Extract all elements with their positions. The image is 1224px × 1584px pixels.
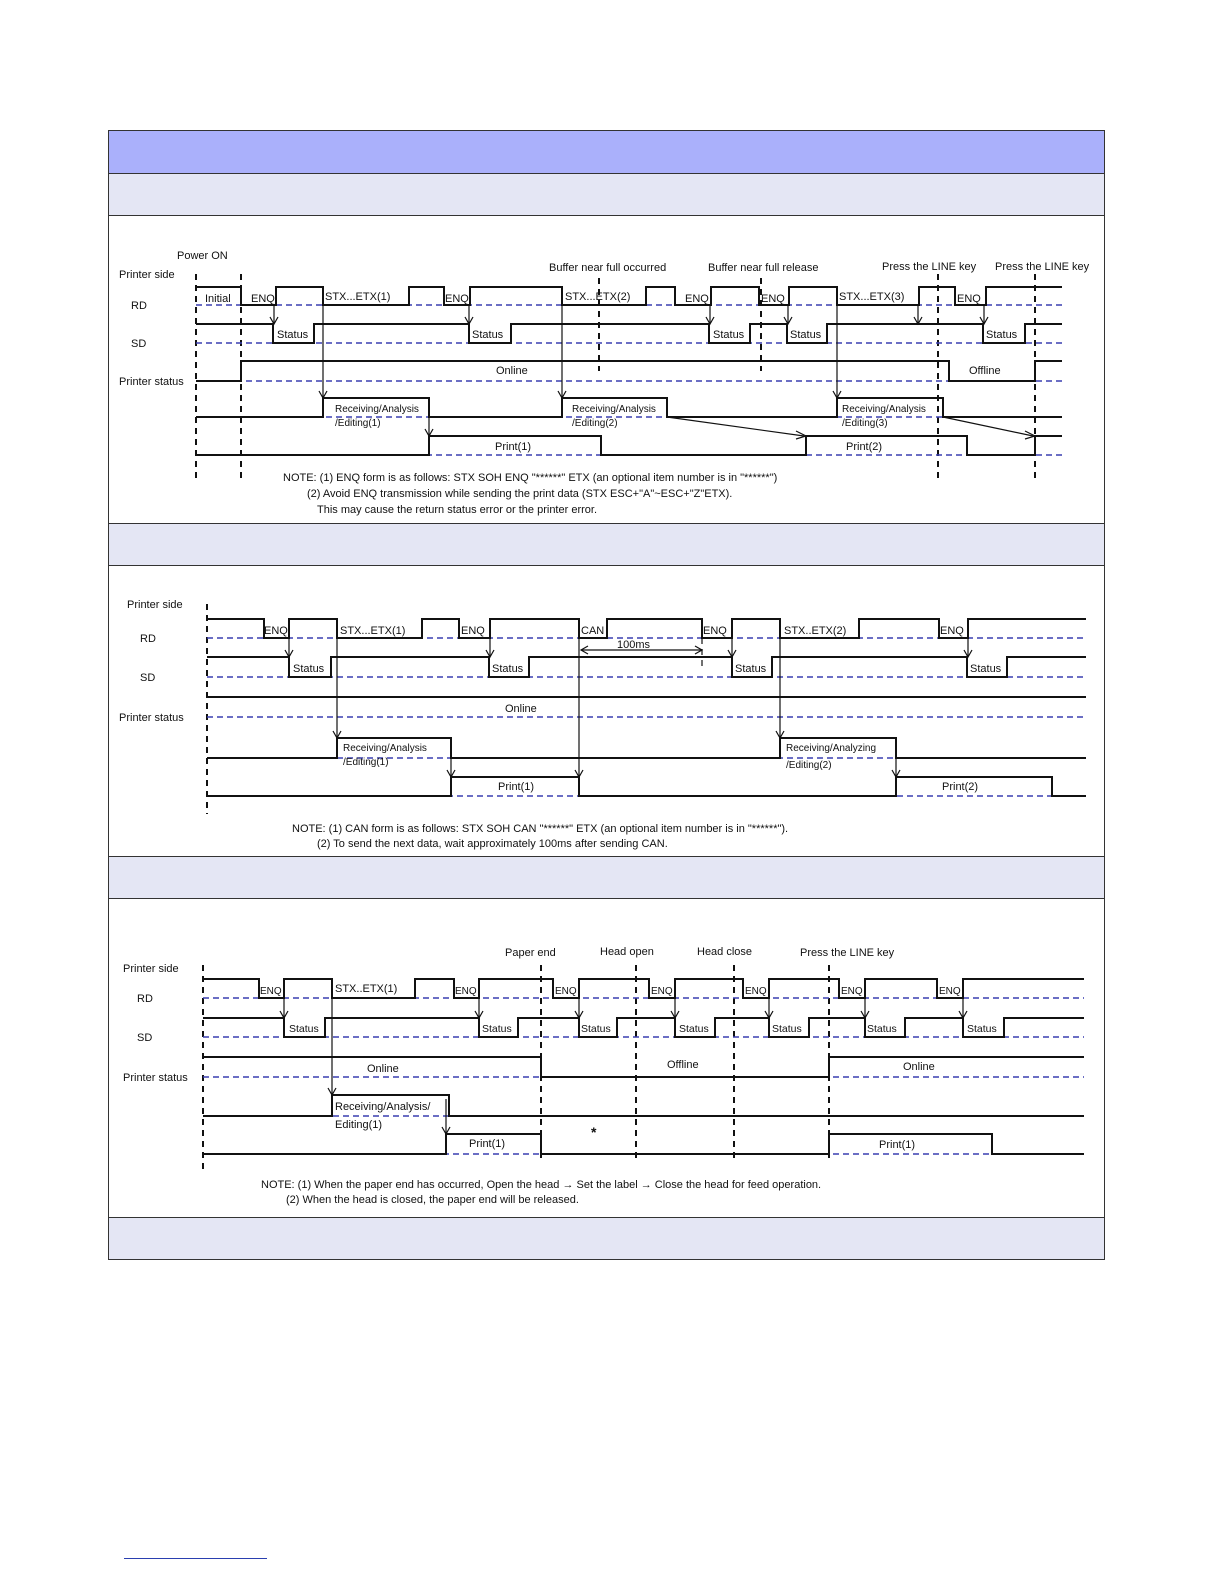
recv-2-line-a: Receiving/Analyzing (786, 743, 877, 754)
sd-signal (207, 657, 1086, 677)
rd-stx-etx-3: STX...ETX(3) (839, 291, 905, 303)
note-2-line-1: NOTE: (1) CAN form is as follows: STX SOH CAN "******" ETX (an optional item number is in "******"). (292, 823, 789, 835)
sd-status: Status (772, 1023, 802, 1035)
sd-signal (196, 324, 1062, 343)
rd-enq: ENQ (461, 625, 485, 637)
rd-enq: ENQ (703, 625, 727, 637)
rd-enq: ENQ (841, 986, 863, 997)
label-sd: SD (131, 338, 147, 350)
recv-line-b: Editing(1) (335, 1119, 383, 1131)
rd-enq: ENQ (555, 986, 577, 997)
diagram-2-row (109, 565, 1104, 856)
print-signal (196, 436, 1062, 455)
sd-status: Status (790, 329, 822, 341)
section-header-3 (109, 856, 1104, 898)
event-head-close: Head close (697, 946, 753, 958)
printer-status-signal (196, 361, 1062, 381)
sd-status: Status (293, 663, 325, 675)
recv-1-line-b: /Editing(1) (343, 757, 389, 768)
recv-1-line-a: Receiving/Analysis (335, 404, 419, 415)
sd-status: Status (482, 1023, 512, 1035)
note-3-line-2: (2) When the head is closed, the paper end will be released. (286, 1194, 579, 1206)
recv-2-line-a: Receiving/Analysis (572, 404, 656, 415)
recv-print-arrow (667, 417, 804, 436)
status-offline: Offline (969, 365, 1001, 377)
rd-enq: ENQ (957, 293, 981, 305)
label-rd: RD (131, 300, 147, 312)
recv-print-arrow (943, 417, 1033, 436)
recv-2-line-b: /Editing(2) (786, 760, 832, 771)
status-online: Online (496, 365, 528, 377)
timing-diagram-3 (109, 899, 1104, 1218)
rd-enq: ENQ (455, 986, 477, 997)
sd-signal (203, 1018, 1084, 1037)
asterisk-mark: * (591, 1124, 597, 1140)
sd-status: Status (735, 663, 767, 675)
event-head-open: Head open (600, 946, 654, 958)
section-footer (109, 1217, 1104, 1259)
sd-status: Status (970, 663, 1002, 675)
diagram-3-row (109, 898, 1104, 1217)
print-signal (203, 1134, 1084, 1154)
sd-status: Status (679, 1023, 709, 1035)
print-2: Print(2) (846, 441, 883, 453)
rd-stx-etx-1: STX..ETX(1) (335, 983, 398, 995)
rd-enq: ENQ (745, 986, 767, 997)
label-printer-status: Printer status (123, 1072, 188, 1084)
status-online: Online (367, 1063, 399, 1075)
label-rd: RD (140, 633, 156, 645)
timing-diagram-2 (109, 566, 1104, 857)
label-printer-side: Printer side (127, 599, 183, 611)
rd-enq: ENQ (651, 986, 673, 997)
rd-enq: ENQ (251, 293, 275, 305)
rd-enq: ENQ (940, 625, 964, 637)
rd-stx-etx-2: STX...ETX(2) (565, 291, 631, 303)
section-header-1 (109, 173, 1104, 215)
event-buffer-near-full: Buffer near full occurred (549, 262, 667, 274)
event-buffer-release: Buffer near full release (708, 262, 819, 274)
note-1-line-3: This may cause the return status error or the printer error. (317, 504, 598, 516)
note-1-line-2: (2) Avoid ENQ transmission while sending the print data (STX ESC+"A"~ESC+"Z"ETX). (307, 488, 733, 500)
footnote-rule (124, 1558, 267, 1559)
event-line-key-1: Press the LINE key (882, 261, 977, 273)
sd-status: Status (472, 329, 504, 341)
rd-stx-etx-1: STX...ETX(1) (325, 291, 391, 303)
table-header (109, 131, 1104, 173)
rd-enq: ENQ (260, 986, 282, 997)
recv-3-line-a: Receiving/Analysis (842, 404, 926, 415)
status-online: Online (903, 1061, 935, 1073)
recv-2-line-b: /Editing(2) (572, 418, 618, 429)
note-3-line-1: NOTE: (1) When the paper end has occurred, Open the head → Set the label → Close the head for feed operation. (261, 1179, 822, 1191)
print-1: Print(1) (469, 1138, 506, 1150)
sd-status: Status (277, 329, 309, 341)
recv-1-line-a: Receiving/Analysis (343, 743, 427, 754)
printer-status-signal (203, 1057, 1084, 1077)
sd-status: Status (581, 1023, 611, 1035)
diagram-1-row (109, 215, 1104, 523)
event-line-key: Press the LINE key (800, 947, 895, 959)
rd-enq: ENQ (761, 293, 785, 305)
note-1-line-1: NOTE: (1) ENQ form is as follows: STX SOH ENQ "******" ETX (an optional item number is in "******") (283, 472, 778, 484)
timing-chart-table (108, 130, 1105, 1260)
label-printer-side: Printer side (123, 963, 179, 975)
event-paper-end: Paper end (505, 947, 556, 959)
timing-diagram-1 (109, 216, 1104, 524)
print-1: Print(1) (498, 781, 535, 793)
rd-can: CAN (581, 625, 605, 637)
label-printer-status: Printer status (119, 376, 184, 388)
rd-enq: ENQ (939, 986, 961, 997)
label-printer-status: Printer status (119, 712, 184, 724)
sd-status: Status (867, 1023, 897, 1035)
recv-line-a: Receiving/Analysis/ (335, 1101, 431, 1113)
rd-initial: Initial (205, 293, 231, 305)
rd-stx-etx-1: STX...ETX(1) (340, 625, 406, 637)
sd-status: Status (967, 1023, 997, 1035)
section-header-2 (109, 523, 1104, 565)
print-1: Print(1) (495, 441, 532, 453)
note-2-line-2: (2) To send the next data, wait approximately 100ms after sending CAN. (317, 838, 668, 850)
rd-stx-etx-2: STX..ETX(2) (784, 625, 847, 637)
status-online: Online (505, 703, 537, 715)
label-printer-side: Printer side (119, 269, 175, 281)
interval-100ms: 100ms (617, 639, 651, 651)
rd-enq: ENQ (264, 625, 288, 637)
sd-status: Status (289, 1023, 319, 1035)
sd-status: Status (713, 329, 745, 341)
rd-enq: ENQ (685, 293, 709, 305)
label-sd: SD (137, 1032, 153, 1044)
sd-status: Status (986, 329, 1018, 341)
receiving-signal (207, 738, 1086, 758)
recv-1-line-b: /Editing(1) (335, 418, 381, 429)
event-line-key-2: Press the LINE key (995, 261, 1090, 273)
label-rd: RD (137, 993, 153, 1005)
status-offline: Offline (667, 1059, 699, 1071)
recv-3-line-b: /Editing(3) (842, 418, 888, 429)
sd-status: Status (492, 663, 524, 675)
event-power-on: Power ON (177, 250, 228, 262)
print-1: Print(1) (879, 1139, 916, 1151)
print-2: Print(2) (942, 781, 979, 793)
rd-enq: ENQ (445, 293, 469, 305)
label-sd: SD (140, 672, 156, 684)
